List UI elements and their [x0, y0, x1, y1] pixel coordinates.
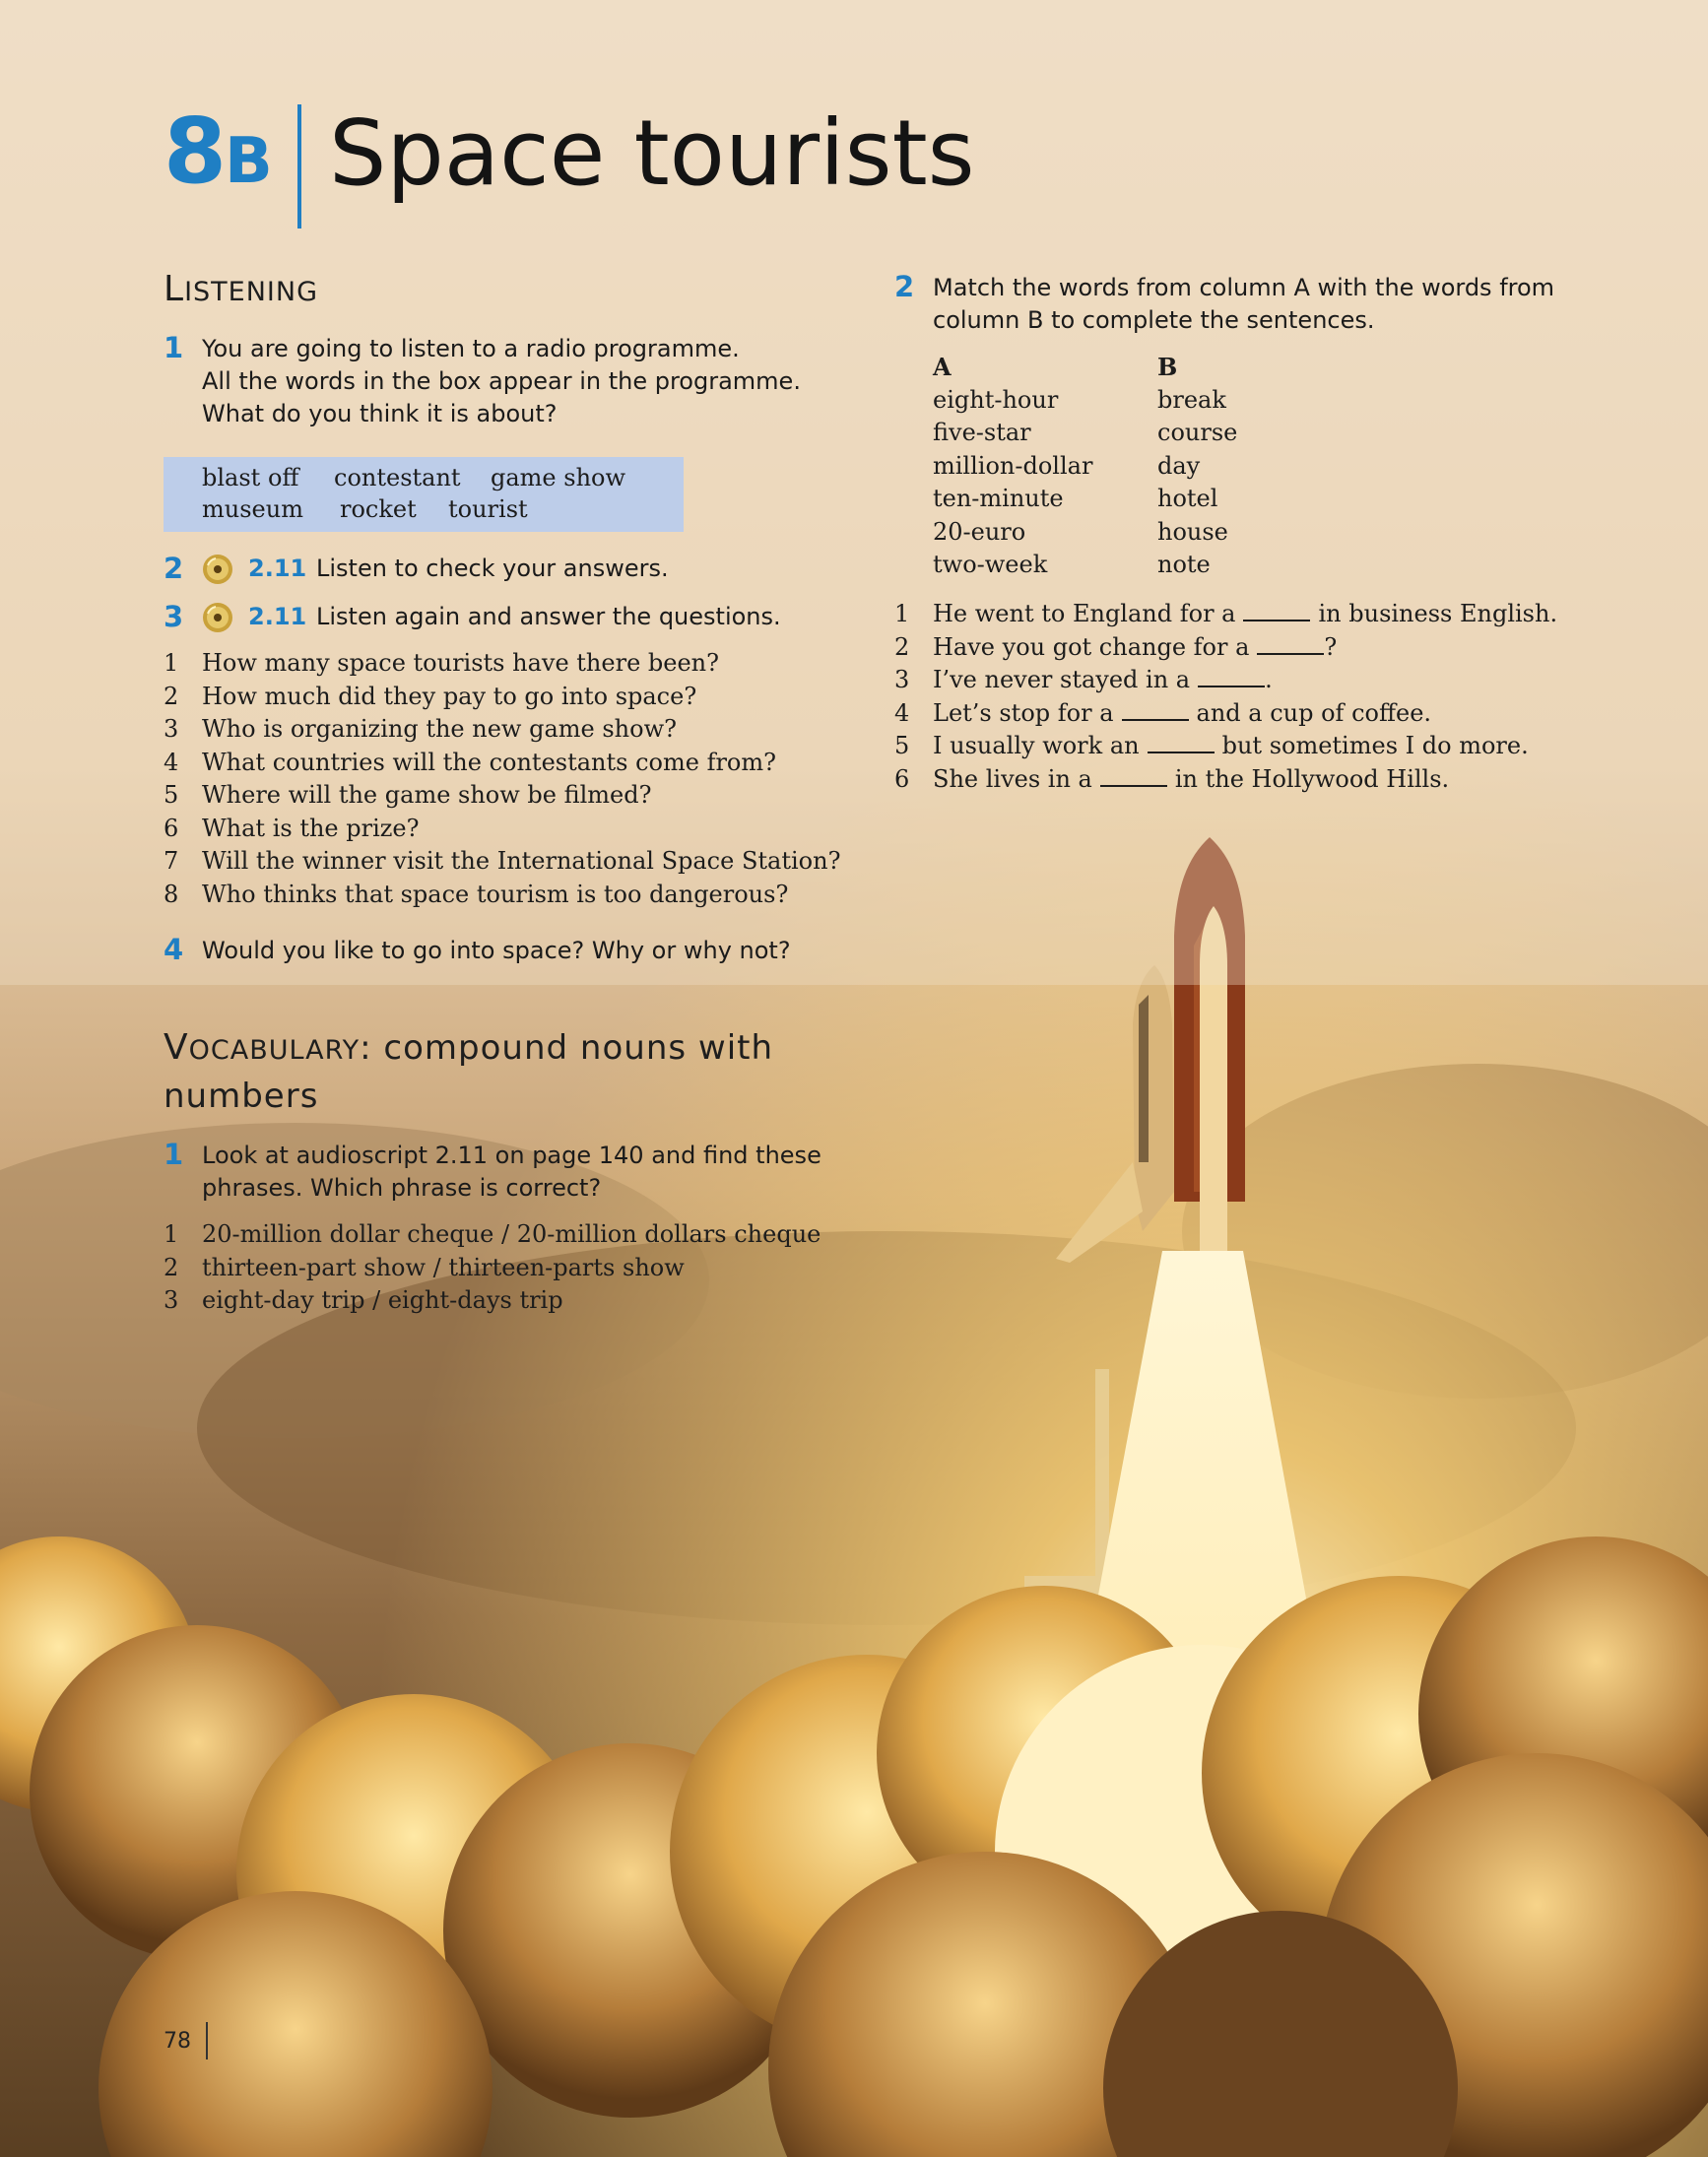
list-item: 2 How much did they pay to go into space?	[164, 682, 697, 710]
vocabulary-heading: VOCABULARY: compound nouns with numbers	[164, 1027, 774, 1116]
column-heading: B	[1157, 353, 1178, 381]
exercise-instructions: You are going to listen to a radio programme. All the words in the box appear in the programme. What do you think it is about?	[202, 335, 801, 427]
exercise-instructions: Would you like to go into space? Why or why not?	[202, 937, 791, 964]
exercise-number: 2	[894, 270, 915, 303]
exercise-instructions: Listen again and answer the questions.	[316, 603, 781, 630]
page-number: 78	[164, 2029, 191, 2054]
list-item: 6 She lives in a in the Hollywood Hills.	[894, 764, 1450, 793]
exercise-number: 1	[164, 1138, 184, 1171]
list-item: 1 How many space tourists have there been?	[164, 649, 719, 677]
column-heading: A	[933, 353, 952, 381]
question-list	[164, 647, 840, 911]
box-word: blast off	[202, 464, 299, 491]
list-item: hotel	[1157, 485, 1218, 512]
list-item: course	[1157, 419, 1238, 446]
box-word: rocket	[340, 495, 417, 523]
phrase-list	[164, 1218, 821, 1318]
page-title: Space tourists	[329, 100, 975, 206]
list-item: 2 Have you got change for a ?	[894, 632, 1338, 661]
sentence-list	[894, 598, 1557, 796]
list-item: 3 eight-day trip / eight-days trip	[164, 1286, 563, 1314]
list-item: 6 What is the prize?	[164, 814, 420, 842]
list-item: note	[1157, 551, 1211, 578]
box-word: tourist	[448, 495, 528, 523]
box-word: game show	[491, 464, 626, 491]
answer-blank[interactable]	[1122, 699, 1189, 721]
list-item: two-week	[933, 551, 1048, 578]
exercise-instructions: Look at audioscript 2.11 on page 140 and find these phrases. Which phrase is correct?	[202, 1142, 821, 1202]
list-item: house	[1157, 517, 1228, 546]
answer-blank[interactable]	[1243, 600, 1310, 621]
list-item: 5 I usually work an but sometimes I do more.	[894, 732, 1529, 759]
exercise-number: 4	[164, 933, 184, 966]
page-number-divider	[206, 2022, 208, 2059]
list-item: 3 I’ve never stayed in a .	[894, 666, 1273, 693]
audio-cd-icon[interactable]	[202, 602, 233, 633]
list-item: 1 He went to England for a in business English.	[894, 600, 1558, 627]
exercise-number: 1	[164, 331, 184, 364]
list-item: 4 What countries will the contestants come from?	[164, 748, 777, 776]
exercise-number: 3	[164, 600, 184, 633]
list-item: five-star	[933, 419, 1031, 446]
title-divider	[297, 104, 301, 229]
answer-blank[interactable]	[1100, 765, 1167, 787]
audio-track-number[interactable]: 2.11	[248, 555, 307, 582]
word-box	[164, 457, 684, 532]
list-item: ten-minute	[933, 485, 1064, 512]
box-word: contestant	[334, 464, 461, 491]
list-item: eight-hour	[933, 385, 1059, 414]
exercise-instructions: Listen to check your answers.	[316, 555, 669, 582]
list-item: break	[1157, 385, 1226, 414]
list-item: 7 Will the winner visit the International Space Station?	[164, 847, 841, 875]
audio-cd-icon[interactable]	[202, 554, 233, 585]
list-item: 2 thirteen-part show / thirteen-parts show	[164, 1253, 685, 1281]
list-item: million-dollar	[933, 451, 1093, 480]
unit-number: 8B	[164, 98, 271, 204]
column-b	[1157, 351, 1237, 582]
listening-heading: LISTENING	[164, 269, 318, 309]
audio-track-number[interactable]: 2.11	[248, 603, 307, 630]
exercise-instructions: Match the words from column A with the words from column B to complete the sentences.	[933, 274, 1555, 334]
answer-blank[interactable]	[1257, 633, 1324, 655]
exercise-number: 2	[164, 552, 184, 585]
list-item: 8 Who thinks that space tourism is too dangerous?	[164, 880, 789, 908]
list-item: day	[1157, 451, 1201, 480]
list-item: 5 Where will the game show be filmed?	[164, 781, 652, 809]
answer-blank[interactable]	[1148, 732, 1215, 753]
column-a	[933, 351, 1092, 582]
box-word: museum	[202, 495, 303, 523]
list-item: 1 20-million dollar cheque / 20-million dollars cheque	[164, 1220, 821, 1248]
answer-blank[interactable]	[1198, 666, 1265, 687]
list-item: 4 Let’s stop for a and a cup of coffee.	[894, 698, 1432, 727]
list-item: 20-euro	[933, 517, 1026, 546]
list-item: 3 Who is organizing the new game show?	[164, 715, 677, 743]
